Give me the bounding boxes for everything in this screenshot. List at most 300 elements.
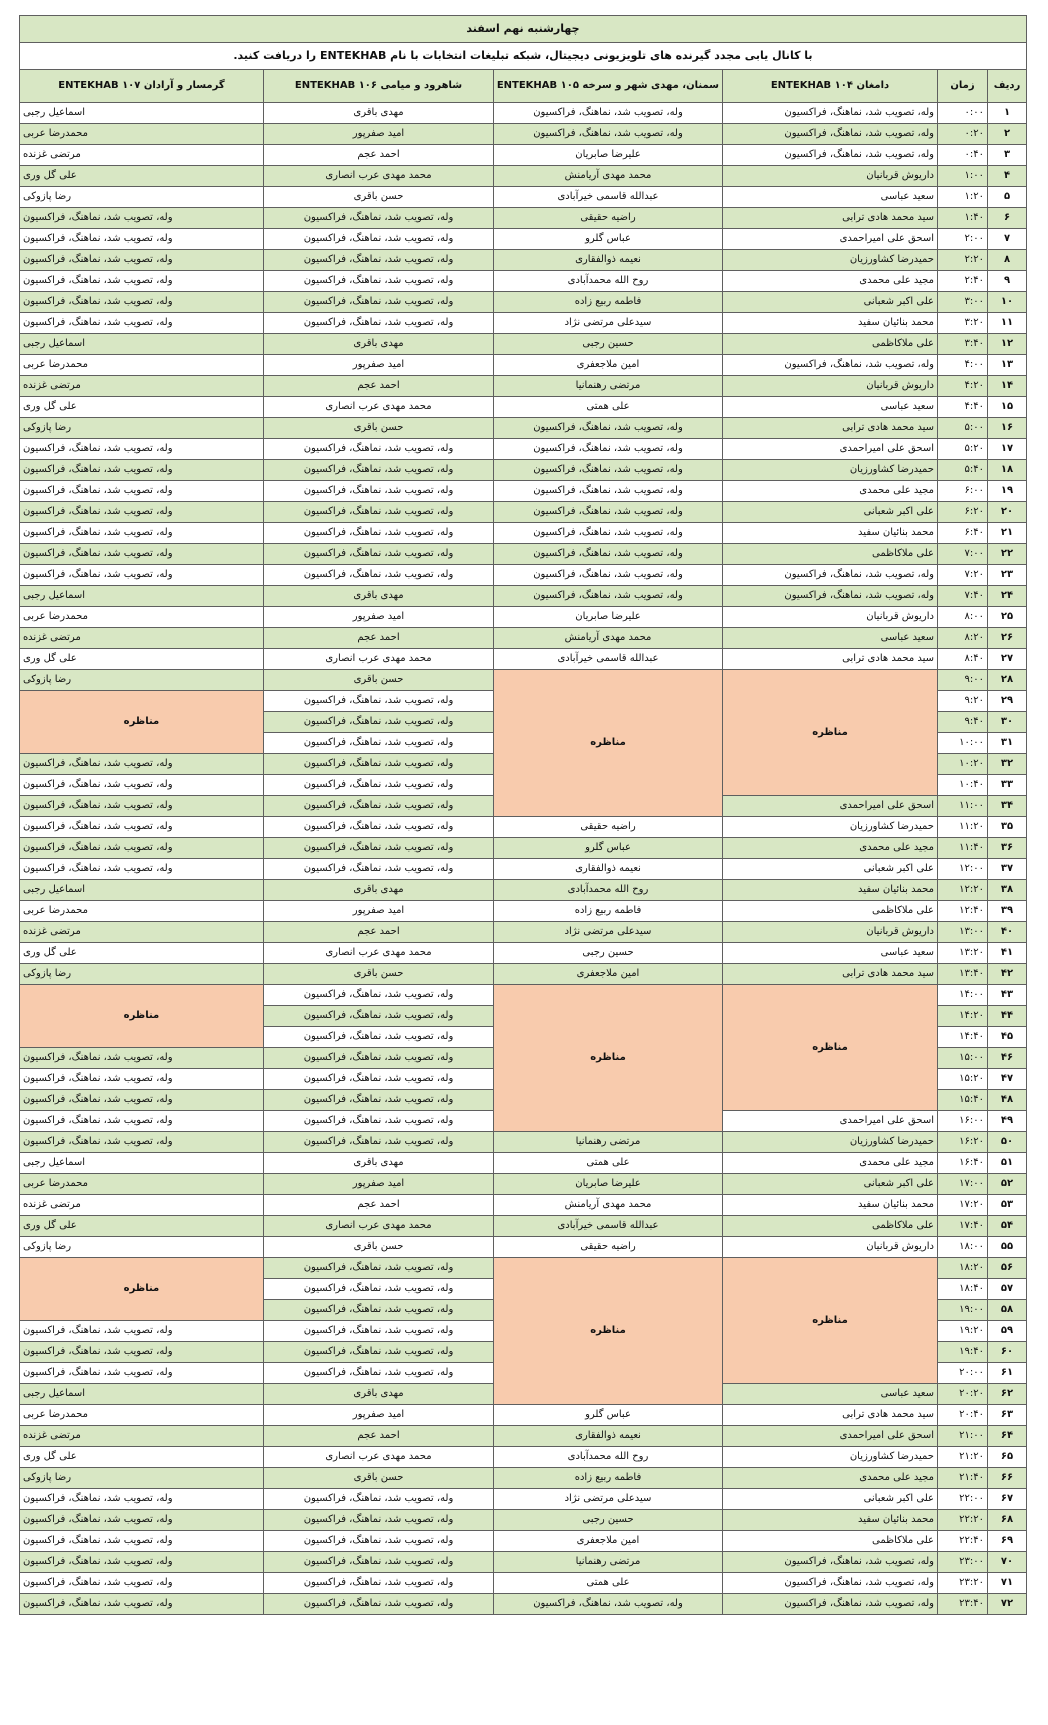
- row-number-cell: ۶۶: [988, 1468, 1027, 1489]
- damghan-cell: سعید عباسی: [723, 397, 938, 418]
- table-row: [19, 817, 1026, 838]
- table-row: [19, 1174, 1026, 1195]
- semnan-cell: مرتضی رهنمانیا: [494, 1552, 723, 1573]
- semnan-cell: علی همتی: [494, 1573, 723, 1594]
- garmsar-cell: محمدرضا عربی: [19, 901, 263, 922]
- column-header-semnan: سمنان، مهدی شهر و سرخه ENTEKHAB ۱۰۵: [494, 70, 723, 103]
- damghan-cell: وله، تصویب شد، نماهنگ، فراکسیون: [723, 1594, 938, 1615]
- row-number-cell: ۳: [988, 145, 1027, 166]
- table-row: [19, 880, 1026, 901]
- garmsar-cell: رضا پازوکی: [19, 1468, 263, 1489]
- row-number-cell: ۳۳: [988, 775, 1027, 796]
- semnan-cell: وله، تصویب شد، نماهنگ، فراکسیون: [494, 460, 723, 481]
- time-cell: ۱۲:۴۰: [938, 901, 988, 922]
- time-cell: ۱۵:۰۰: [938, 1048, 988, 1069]
- garmsar-cell: وله، تصویب شد، نماهنگ، فراکسیون: [19, 754, 263, 775]
- table-row: [19, 670, 1026, 691]
- garmsar-cell: رضا پازوکی: [19, 964, 263, 985]
- damghan-cell: وله، تصویب شد، نماهنگ، فراکسیون: [723, 565, 938, 586]
- table-row: [19, 1153, 1026, 1174]
- time-cell: ۷:۰۰: [938, 544, 988, 565]
- damghan-cell: سید محمد هادی ترابی: [723, 649, 938, 670]
- shahroud-cell: مهدی باقری: [264, 103, 494, 124]
- shahroud-cell: حسن باقری: [264, 187, 494, 208]
- damghan-cell: اسحق علی امیراحمدی: [723, 796, 938, 817]
- row-number-cell: ۶: [988, 208, 1027, 229]
- garmsar-cell: اسماعیل رجبی: [19, 586, 263, 607]
- damghan-cell: علی اکبر شعبانی: [723, 1174, 938, 1195]
- damghan-cell: مجید علی محمدی: [723, 1468, 938, 1489]
- garmsar-cell: وله، تصویب شد، نماهنگ، فراکسیون: [19, 775, 263, 796]
- garmsar-cell: اسماعیل رجبی: [19, 334, 263, 355]
- shahroud-cell: وله، تصویب شد، نماهنگ، فراکسیون: [264, 1279, 494, 1300]
- garmsar-cell: علی گل وری: [19, 397, 263, 418]
- garmsar-cell: وله، تصویب شد، نماهنگ، فراکسیون: [19, 292, 263, 313]
- time-cell: ۲۲:۴۰: [938, 1531, 988, 1552]
- time-cell: ۸:۴۰: [938, 649, 988, 670]
- time-cell: ۱۲:۰۰: [938, 859, 988, 880]
- debate-cell: مناظره: [494, 985, 723, 1132]
- shahroud-cell: وله، تصویب شد، نماهنگ، فراکسیون: [264, 1111, 494, 1132]
- row-number-cell: ۱۰: [988, 292, 1027, 313]
- time-cell: ۱۰:۴۰: [938, 775, 988, 796]
- time-cell: ۲:۰۰: [938, 229, 988, 250]
- damghan-cell: داریوش قربانیان: [723, 607, 938, 628]
- row-number-cell: ۲۶: [988, 628, 1027, 649]
- semnan-cell: علیرضا صابریان: [494, 145, 723, 166]
- row-number-cell: ۳۴: [988, 796, 1027, 817]
- table-row: [19, 985, 1026, 1006]
- shahroud-cell: امید صفرپور: [264, 607, 494, 628]
- row-number-cell: ۴۸: [988, 1090, 1027, 1111]
- semnan-cell: سیدعلی مرتضی نژاد: [494, 313, 723, 334]
- garmsar-cell: وله، تصویب شد، نماهنگ، فراکسیون: [19, 1363, 263, 1384]
- damghan-cell: محمد بنائیان سفید: [723, 1195, 938, 1216]
- shahroud-cell: وله، تصویب شد، نماهنگ، فراکسیون: [264, 817, 494, 838]
- shahroud-cell: امید صفرپور: [264, 124, 494, 145]
- semnan-cell: وله، تصویب شد، نماهنگ، فراکسیون: [494, 1594, 723, 1615]
- garmsar-cell: مرتضی غزنده: [19, 1426, 263, 1447]
- semnan-cell: علیرضا صابریان: [494, 607, 723, 628]
- time-cell: ۹:۴۰: [938, 712, 988, 733]
- damghan-cell: وله، تصویب شد، نماهنگ، فراکسیون: [723, 1573, 938, 1594]
- garmsar-cell: وله، تصویب شد، نماهنگ، فراکسیون: [19, 1531, 263, 1552]
- row-number-cell: ۶۷: [988, 1489, 1027, 1510]
- damghan-cell: علی ملاکاظمی: [723, 334, 938, 355]
- row-number-cell: ۶۸: [988, 1510, 1027, 1531]
- garmsar-cell: علی گل وری: [19, 943, 263, 964]
- shahroud-cell: وله، تصویب شد، نماهنگ، فراکسیون: [264, 1090, 494, 1111]
- garmsar-cell: وله، تصویب شد، نماهنگ، فراکسیون: [19, 502, 263, 523]
- shahroud-cell: محمد مهدی عرب انصاری: [264, 1216, 494, 1237]
- shahroud-cell: احمد عجم: [264, 376, 494, 397]
- garmsar-cell: وله، تصویب شد، نماهنگ، فراکسیون: [19, 1510, 263, 1531]
- semnan-cell: نعیمه ذوالفقاری: [494, 1426, 723, 1447]
- debate-cell: مناظره: [19, 985, 263, 1048]
- row-number-cell: ۲۱: [988, 523, 1027, 544]
- time-cell: ۲۲:۲۰: [938, 1510, 988, 1531]
- semnan-cell: عباس گلرو: [494, 229, 723, 250]
- garmsar-cell: وله، تصویب شد، نماهنگ، فراکسیون: [19, 796, 263, 817]
- shahroud-cell: وله، تصویب شد، نماهنگ، فراکسیون: [264, 1006, 494, 1027]
- row-number-cell: ۵۳: [988, 1195, 1027, 1216]
- damghan-cell: علی ملاکاظمی: [723, 1216, 938, 1237]
- garmsar-cell: وله، تصویب شد، نماهنگ، فراکسیون: [19, 229, 263, 250]
- semnan-cell: امین ملاجعفری: [494, 964, 723, 985]
- table-row: [19, 1447, 1026, 1468]
- time-cell: ۱۰:۰۰: [938, 733, 988, 754]
- shahroud-cell: وله، تصویب شد، نماهنگ، فراکسیون: [264, 796, 494, 817]
- debate-cell: مناظره: [494, 1258, 723, 1405]
- table-row: [19, 1405, 1026, 1426]
- time-cell: ۱۴:۰۰: [938, 985, 988, 1006]
- shahroud-cell: وله، تصویب شد، نماهنگ، فراکسیون: [264, 208, 494, 229]
- row-number-cell: ۳۷: [988, 859, 1027, 880]
- semnan-cell: امین ملاجعفری: [494, 355, 723, 376]
- row-number-cell: ۵۰: [988, 1132, 1027, 1153]
- damghan-cell: محمد بنائیان سفید: [723, 313, 938, 334]
- damghan-cell: اسحق علی امیراحمدی: [723, 229, 938, 250]
- damghan-cell: مجید علی محمدی: [723, 481, 938, 502]
- shahroud-cell: وله، تصویب شد، نماهنگ، فراکسیون: [264, 1300, 494, 1321]
- shahroud-cell: وله، تصویب شد، نماهنگ، فراکسیون: [264, 1531, 494, 1552]
- row-number-cell: ۱۹: [988, 481, 1027, 502]
- table-row: [19, 1195, 1026, 1216]
- row-number-cell: ۴۶: [988, 1048, 1027, 1069]
- time-cell: ۱۴:۲۰: [938, 1006, 988, 1027]
- damghan-cell: مجید علی محمدی: [723, 838, 938, 859]
- column-header-shahroud: شاهرود و میامی ENTEKHAB ۱۰۶: [264, 70, 494, 103]
- time-cell: ۱:۰۰: [938, 166, 988, 187]
- shahroud-cell: وله، تصویب شد، نماهنگ، فراکسیون: [264, 733, 494, 754]
- garmsar-cell: وله، تصویب شد، نماهنگ، فراکسیون: [19, 1552, 263, 1573]
- table-row: [19, 1531, 1026, 1552]
- shahroud-cell: احمد عجم: [264, 922, 494, 943]
- row-number-cell: ۱۷: [988, 439, 1027, 460]
- row-number-cell: ۵۹: [988, 1321, 1027, 1342]
- shahroud-cell: وله، تصویب شد، نماهنگ، فراکسیون: [264, 1258, 494, 1279]
- garmsar-cell: وله، تصویب شد، نماهنگ، فراکسیون: [19, 544, 263, 565]
- garmsar-cell: رضا پازوکی: [19, 187, 263, 208]
- garmsar-cell: وله، تصویب شد، نماهنگ، فراکسیون: [19, 439, 263, 460]
- row-number-cell: ۲۵: [988, 607, 1027, 628]
- table-row: [19, 481, 1026, 502]
- garmsar-cell: مرتضی غزنده: [19, 628, 263, 649]
- row-number-cell: ۴۱: [988, 943, 1027, 964]
- semnan-cell: فاطمه ربیع زاده: [494, 292, 723, 313]
- time-cell: ۶:۴۰: [938, 523, 988, 544]
- column-header-row-number: ردیف: [988, 70, 1027, 103]
- table-row: [19, 124, 1026, 145]
- shahroud-cell: وله، تصویب شد، نماهنگ، فراکسیون: [264, 481, 494, 502]
- garmsar-cell: وله، تصویب شد، نماهنگ، فراکسیون: [19, 1111, 263, 1132]
- row-number-cell: ۱۶: [988, 418, 1027, 439]
- time-cell: ۱۸:۲۰: [938, 1258, 988, 1279]
- garmsar-cell: اسماعیل رجبی: [19, 1153, 263, 1174]
- shahroud-cell: وله، تصویب شد، نماهنگ، فراکسیون: [264, 754, 494, 775]
- time-cell: ۱:۴۰: [938, 208, 988, 229]
- semnan-cell: وله، تصویب شد، نماهنگ، فراکسیون: [494, 544, 723, 565]
- debate-cell: مناظره: [494, 670, 723, 817]
- garmsar-cell: مرتضی غزنده: [19, 922, 263, 943]
- damghan-cell: وله، تصویب شد، نماهنگ، فراکسیون: [723, 355, 938, 376]
- table-row: [19, 1489, 1026, 1510]
- damghan-cell: مجید علی محمدی: [723, 1153, 938, 1174]
- shahroud-cell: وله، تصویب شد، نماهنگ، فراکسیون: [264, 523, 494, 544]
- row-number-cell: ۲۳: [988, 565, 1027, 586]
- garmsar-cell: وله، تصویب شد، نماهنگ، فراکسیون: [19, 565, 263, 586]
- table-row: [19, 355, 1026, 376]
- garmsar-cell: وله، تصویب شد، نماهنگ، فراکسیون: [19, 271, 263, 292]
- shahroud-cell: وله، تصویب شد، نماهنگ، فراکسیون: [264, 271, 494, 292]
- table-row: [19, 1468, 1026, 1489]
- time-cell: ۷:۲۰: [938, 565, 988, 586]
- time-cell: ۴:۲۰: [938, 376, 988, 397]
- shahroud-cell: وله، تصویب شد، نماهنگ، فراکسیون: [264, 502, 494, 523]
- damghan-cell: داریوش قربانیان: [723, 166, 938, 187]
- damghan-cell: سعید عباسی: [723, 943, 938, 964]
- semnan-cell: وله، تصویب شد، نماهنگ، فراکسیون: [494, 418, 723, 439]
- table-row: [19, 1510, 1026, 1531]
- shahroud-cell: مهدی باقری: [264, 1153, 494, 1174]
- time-cell: ۸:۰۰: [938, 607, 988, 628]
- shahroud-cell: وله، تصویب شد، نماهنگ، فراکسیون: [264, 439, 494, 460]
- garmsar-cell: اسماعیل رجبی: [19, 880, 263, 901]
- row-number-cell: ۴۹: [988, 1111, 1027, 1132]
- shahroud-cell: احمد عجم: [264, 1195, 494, 1216]
- time-cell: ۲۳:۲۰: [938, 1573, 988, 1594]
- garmsar-cell: محمدرضا عربی: [19, 355, 263, 376]
- shahroud-cell: وله، تصویب شد، نماهنگ، فراکسیون: [264, 1489, 494, 1510]
- damghan-cell: داریوش قربانیان: [723, 1237, 938, 1258]
- garmsar-cell: رضا پازوکی: [19, 670, 263, 691]
- schedule-body: [19, 103, 1026, 1615]
- semnan-cell: مرتضی رهنمانیا: [494, 376, 723, 397]
- damghan-cell: علی اکبر شعبانی: [723, 502, 938, 523]
- shahroud-cell: مهدی باقری: [264, 1384, 494, 1405]
- row-number-cell: ۵۵: [988, 1237, 1027, 1258]
- garmsar-cell: وله، تصویب شد، نماهنگ، فراکسیون: [19, 460, 263, 481]
- garmsar-cell: وله، تصویب شد، نماهنگ، فراکسیون: [19, 1573, 263, 1594]
- row-number-cell: ۶۲: [988, 1384, 1027, 1405]
- damghan-cell: حمیدرضا کشاورزیان: [723, 460, 938, 481]
- table-row: [19, 544, 1026, 565]
- table-row: [19, 145, 1026, 166]
- time-cell: ۳:۴۰: [938, 334, 988, 355]
- time-cell: ۲۱:۰۰: [938, 1426, 988, 1447]
- table-row: [19, 964, 1026, 985]
- damghan-cell: وله، تصویب شد، نماهنگ، فراکسیون: [723, 1552, 938, 1573]
- table-row: [19, 1258, 1026, 1279]
- row-number-cell: ۱۵: [988, 397, 1027, 418]
- row-number-cell: ۲۹: [988, 691, 1027, 712]
- time-cell: ۱۶:۰۰: [938, 1111, 988, 1132]
- debate-cell: مناظره: [723, 985, 938, 1111]
- semnan-cell: عباس گلرو: [494, 1405, 723, 1426]
- time-cell: ۲۰:۴۰: [938, 1405, 988, 1426]
- semnan-cell: وله، تصویب شد، نماهنگ، فراکسیون: [494, 586, 723, 607]
- table-row: [19, 187, 1026, 208]
- time-cell: ۱۷:۴۰: [938, 1216, 988, 1237]
- row-number-cell: ۴۴: [988, 1006, 1027, 1027]
- shahroud-cell: وله، تصویب شد، نماهنگ، فراکسیون: [264, 859, 494, 880]
- damghan-cell: داریوش قربانیان: [723, 376, 938, 397]
- semnan-cell: سیدعلی مرتضی نژاد: [494, 922, 723, 943]
- time-cell: ۱۹:۴۰: [938, 1342, 988, 1363]
- table-row: [19, 565, 1026, 586]
- row-number-cell: ۳۲: [988, 754, 1027, 775]
- garmsar-cell: وله، تصویب شد، نماهنگ، فراکسیون: [19, 1594, 263, 1615]
- time-cell: ۴:۴۰: [938, 397, 988, 418]
- time-cell: ۱۰:۲۰: [938, 754, 988, 775]
- row-number-cell: ۴۲: [988, 964, 1027, 985]
- semnan-cell: امین ملاجعفری: [494, 1531, 723, 1552]
- debate-cell: مناظره: [19, 691, 263, 754]
- garmsar-cell: وله، تصویب شد، نماهنگ، فراکسیون: [19, 1321, 263, 1342]
- shahroud-cell: احمد عجم: [264, 628, 494, 649]
- shahroud-cell: محمد مهدی عرب انصاری: [264, 943, 494, 964]
- damghan-cell: علی ملاکاظمی: [723, 901, 938, 922]
- row-number-cell: ۴۷: [988, 1069, 1027, 1090]
- shahroud-cell: وله، تصویب شد، نماهنگ، فراکسیون: [264, 292, 494, 313]
- semnan-cell: فاطمه ربیع زاده: [494, 1468, 723, 1489]
- time-cell: ۲:۴۰: [938, 271, 988, 292]
- damghan-cell: داریوش قربانیان: [723, 922, 938, 943]
- row-number-cell: ۵۴: [988, 1216, 1027, 1237]
- garmsar-cell: وله، تصویب شد، نماهنگ، فراکسیون: [19, 1132, 263, 1153]
- damghan-cell: محمد بنائیان سفید: [723, 1510, 938, 1531]
- garmsar-cell: علی گل وری: [19, 649, 263, 670]
- damghan-cell: سعید عباسی: [723, 628, 938, 649]
- damghan-cell: اسحق علی امیراحمدی: [723, 439, 938, 460]
- table-row: [19, 460, 1026, 481]
- table-row: [19, 439, 1026, 460]
- semnan-cell: علی همتی: [494, 1153, 723, 1174]
- time-cell: ۶:۲۰: [938, 502, 988, 523]
- garmsar-cell: وله، تصویب شد، نماهنگ، فراکسیون: [19, 208, 263, 229]
- damghan-cell: سید محمد هادی ترابی: [723, 964, 938, 985]
- time-cell: ۲۰:۲۰: [938, 1384, 988, 1405]
- time-cell: ۲۱:۲۰: [938, 1447, 988, 1468]
- damghan-cell: وله، تصویب شد، نماهنگ، فراکسیون: [723, 145, 938, 166]
- time-cell: ۵:۲۰: [938, 439, 988, 460]
- table-row: [19, 376, 1026, 397]
- shahroud-cell: وله، تصویب شد، نماهنگ، فراکسیون: [264, 544, 494, 565]
- time-cell: ۱۵:۴۰: [938, 1090, 988, 1111]
- shahroud-cell: وله، تصویب شد، نماهنگ، فراکسیون: [264, 1132, 494, 1153]
- semnan-cell: نعیمه ذوالفقاری: [494, 859, 723, 880]
- semnan-cell: راضیه حقیقی: [494, 817, 723, 838]
- column-header-time: زمان: [938, 70, 988, 103]
- shahroud-cell: وله، تصویب شد، نماهنگ، فراکسیون: [264, 565, 494, 586]
- damghan-cell: حمیدرضا کشاورزیان: [723, 250, 938, 271]
- shahroud-cell: وله، تصویب شد، نماهنگ، فراکسیون: [264, 313, 494, 334]
- shahroud-cell: وله، تصویب شد، نماهنگ، فراکسیون: [264, 1321, 494, 1342]
- shahroud-cell: وله، تصویب شد، نماهنگ، فراکسیون: [264, 1594, 494, 1615]
- table-row: [19, 523, 1026, 544]
- time-cell: ۱۵:۲۰: [938, 1069, 988, 1090]
- row-number-cell: ۴۳: [988, 985, 1027, 1006]
- column-header-garmsar: گرمسار و آرادان ENTEKHAB ۱۰۷: [19, 70, 263, 103]
- time-cell: ۱۳:۲۰: [938, 943, 988, 964]
- table-row: [19, 859, 1026, 880]
- garmsar-cell: اسماعیل رجبی: [19, 103, 263, 124]
- garmsar-cell: علی گل وری: [19, 166, 263, 187]
- shahroud-cell: مهدی باقری: [264, 880, 494, 901]
- debate-cell: مناظره: [19, 1258, 263, 1321]
- shahroud-cell: احمد عجم: [264, 1426, 494, 1447]
- semnan-cell: راضیه حقیقی: [494, 1237, 723, 1258]
- page-title: چهارشنبه نهم اسفند: [19, 16, 1026, 43]
- damghan-cell: وله، تصویب شد، نماهنگ، فراکسیون: [723, 103, 938, 124]
- table-row: [19, 1552, 1026, 1573]
- row-number-cell: ۳۸: [988, 880, 1027, 901]
- shahroud-cell: حسن باقری: [264, 1468, 494, 1489]
- time-cell: ۲۳:۴۰: [938, 1594, 988, 1615]
- time-cell: ۵:۴۰: [938, 460, 988, 481]
- damghan-cell: اسحق علی امیراحمدی: [723, 1111, 938, 1132]
- page-subtitle: با کانال یابی مجدد گیرنده های تلویزیونی دیجیتال، شبکه تبلیغات انتخابات با نام ENTEKHAB را دریافت کنید.: [19, 43, 1026, 70]
- semnan-cell: علی همتی: [494, 397, 723, 418]
- row-number-cell: ۷۲: [988, 1594, 1027, 1615]
- table-row: [19, 250, 1026, 271]
- semnan-cell: عبدالله قاسمی خیرآبادی: [494, 1216, 723, 1237]
- semnan-cell: حسین رجبی: [494, 334, 723, 355]
- time-cell: ۰:۰۰: [938, 103, 988, 124]
- time-cell: ۱۱:۴۰: [938, 838, 988, 859]
- row-number-cell: ۶۹: [988, 1531, 1027, 1552]
- garmsar-cell: محمدرضا عربی: [19, 1174, 263, 1195]
- time-cell: ۱۶:۴۰: [938, 1153, 988, 1174]
- semnan-cell: نعیمه ذوالفقاری: [494, 250, 723, 271]
- time-cell: ۰:۴۰: [938, 145, 988, 166]
- time-cell: ۱۲:۲۰: [938, 880, 988, 901]
- shahroud-cell: وله، تصویب شد، نماهنگ، فراکسیون: [264, 691, 494, 712]
- shahroud-cell: وله، تصویب شد، نماهنگ، فراکسیون: [264, 1048, 494, 1069]
- shahroud-cell: مهدی باقری: [264, 586, 494, 607]
- table-row: [19, 649, 1026, 670]
- time-cell: ۱۳:۴۰: [938, 964, 988, 985]
- time-cell: ۲۲:۰۰: [938, 1489, 988, 1510]
- semnan-cell: وله، تصویب شد، نماهنگ، فراکسیون: [494, 124, 723, 145]
- time-cell: ۱۸:۰۰: [938, 1237, 988, 1258]
- table-row: [19, 943, 1026, 964]
- garmsar-cell: رضا پازوکی: [19, 1237, 263, 1258]
- time-cell: ۵:۰۰: [938, 418, 988, 439]
- time-cell: ۲۱:۴۰: [938, 1468, 988, 1489]
- garmsar-cell: علی گل وری: [19, 1216, 263, 1237]
- shahroud-cell: احمد عجم: [264, 145, 494, 166]
- semnan-cell: راضیه حقیقی: [494, 208, 723, 229]
- row-number-cell: ۵۶: [988, 1258, 1027, 1279]
- garmsar-cell: وله، تصویب شد، نماهنگ، فراکسیون: [19, 523, 263, 544]
- damghan-cell: وله، تصویب شد، نماهنگ، فراکسیون: [723, 586, 938, 607]
- row-number-cell: ۷: [988, 229, 1027, 250]
- shahroud-cell: وله، تصویب شد، نماهنگ، فراکسیون: [264, 775, 494, 796]
- row-number-cell: ۳۹: [988, 901, 1027, 922]
- garmsar-cell: علی گل وری: [19, 1447, 263, 1468]
- row-number-cell: ۲۰: [988, 502, 1027, 523]
- table-row: [19, 586, 1026, 607]
- semnan-cell: وله، تصویب شد، نماهنگ، فراکسیون: [494, 523, 723, 544]
- garmsar-cell: مرتضی غزنده: [19, 1195, 263, 1216]
- table-row: [19, 313, 1026, 334]
- row-number-cell: ۹: [988, 271, 1027, 292]
- shahroud-cell: وله، تصویب شد، نماهنگ، فراکسیون: [264, 712, 494, 733]
- shahroud-cell: امید صفرپور: [264, 1405, 494, 1426]
- shahroud-cell: محمد مهدی عرب انصاری: [264, 397, 494, 418]
- row-number-cell: ۳۰: [988, 712, 1027, 733]
